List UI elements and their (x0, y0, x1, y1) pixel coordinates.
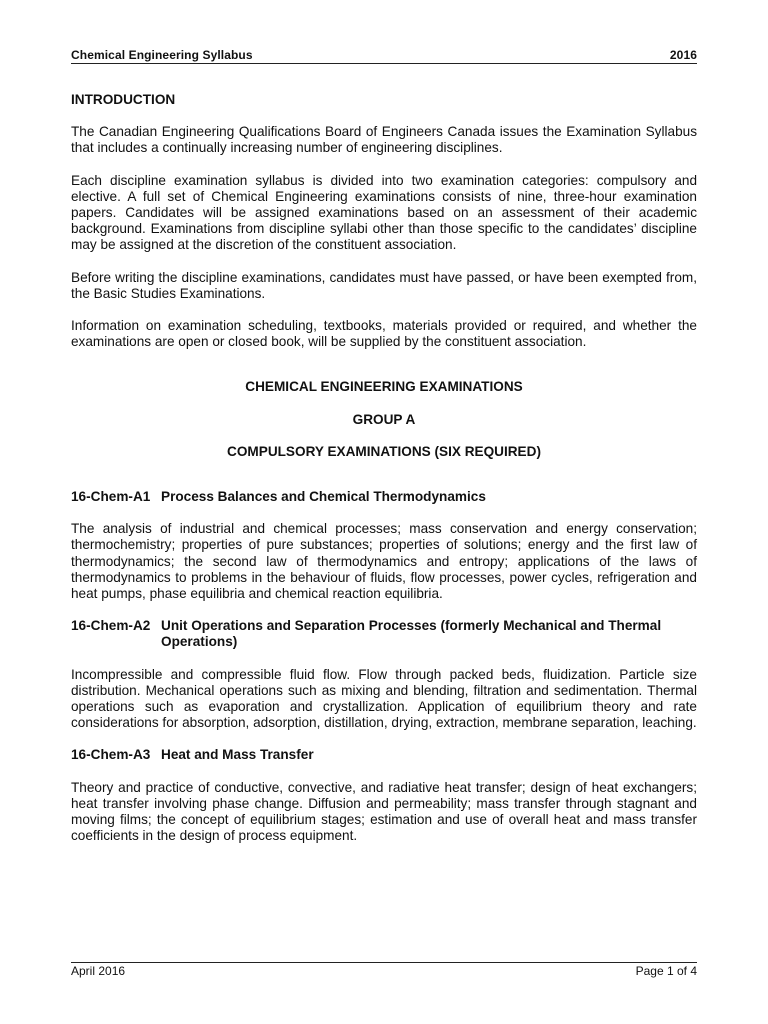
intro-paragraph-4: Information on examination scheduling, textbooks, materials provided or required, and whether the examinations are open or closed book, will be supplied by the constituent association. (71, 318, 697, 350)
page-content (71, 92, 697, 861)
course-title: Process Balances and Chemical Thermodynamics (161, 489, 486, 505)
section-title: CHEMICAL ENGINEERING EXAMINATIONS (245, 379, 523, 395)
course-title: Heat and Mass Transfer (161, 747, 314, 763)
footer-page-number: Page 1 of 4 (635, 964, 697, 978)
header-year: 2016 (669, 48, 697, 62)
section-group: GROUP A (352, 411, 416, 427)
intro-paragraph-2: Each discipline examination syllabus is divided into two examination categories: compulsory and elective. A full set of Chemical Engineering examinations consists of nine, three-hour examination papers. Candidates will be assigned examinations based on an assessment of their academic background. Examinations from discipline syllabi other than those specific to the candidates’ discipline may be assigned at the discretion of the constituent association. (71, 172, 697, 253)
course-code: 16-Chem-A2 (71, 618, 151, 634)
footer-divider (71, 962, 697, 963)
section-subtitle: COMPULSORY EXAMINATIONS (SIX REQUIRED) (227, 443, 541, 459)
course-code: 16-Chem-A1 (71, 489, 151, 505)
course-heading-a2 (71, 618, 697, 650)
course-description-a2: Incompressible and compressible fluid flow. Flow through packed beds, fluidization. Particle size distribution. Mechanical operations such as mixing and blending, filtration and sedimentation. Thermal operations such as evaporation and crystallization. Application of equilibrium theory and rate considerations for absorption, adsorption, distillation, drying, extraction, membrane separation, leaching. (71, 666, 697, 731)
page-footer (71, 964, 697, 978)
course-heading-a3 (71, 747, 697, 763)
intro-heading: INTRODUCTION (71, 92, 176, 107)
page-header (71, 44, 697, 62)
header-title: Chemical Engineering Syllabus (71, 48, 253, 62)
footer-date: April 2016 (71, 964, 126, 978)
course-description-a1: The analysis of industrial and chemical processes; mass conservation and energy conservation; thermochemistry; properties of pure substances; properties of solutions; energy and the first law of thermodynamics; the second law of thermodynamics and entropy; applications of the laws of thermodynamics to problems in the behaviour of fluids, flow processes, power cycles, refrigeration and heat pumps, phase equilibria and chemical reaction equilibria. (71, 521, 697, 602)
intro-paragraph-3: Before writing the discipline examinations, candidates must have passed, or have been exempted from, the Basic Studies Examinations. (71, 269, 697, 301)
header-divider (71, 63, 697, 64)
course-description-a3: Theory and practice of conductive, convective, and radiative heat transfer; design of heat exchangers; heat transfer involving phase change. Diffusion and permeability; mass transfer through stagnant and moving films; the concept of equilibrium stages; estimation and use of overall heat and mass transfer coefficients in the design of process equipment. (71, 779, 697, 844)
intro-paragraph-1: The Canadian Engineering Qualifications Board of Engineers Canada issues the Examination Syllabus that includes a continually increasing number of engineering disciplines. (71, 124, 697, 156)
course-code: 16-Chem-A3 (71, 747, 151, 763)
course-title: Unit Operations and Separation Processes (formerly Mechanical and Thermal Operations) (161, 618, 662, 650)
course-heading-a1 (71, 489, 697, 505)
